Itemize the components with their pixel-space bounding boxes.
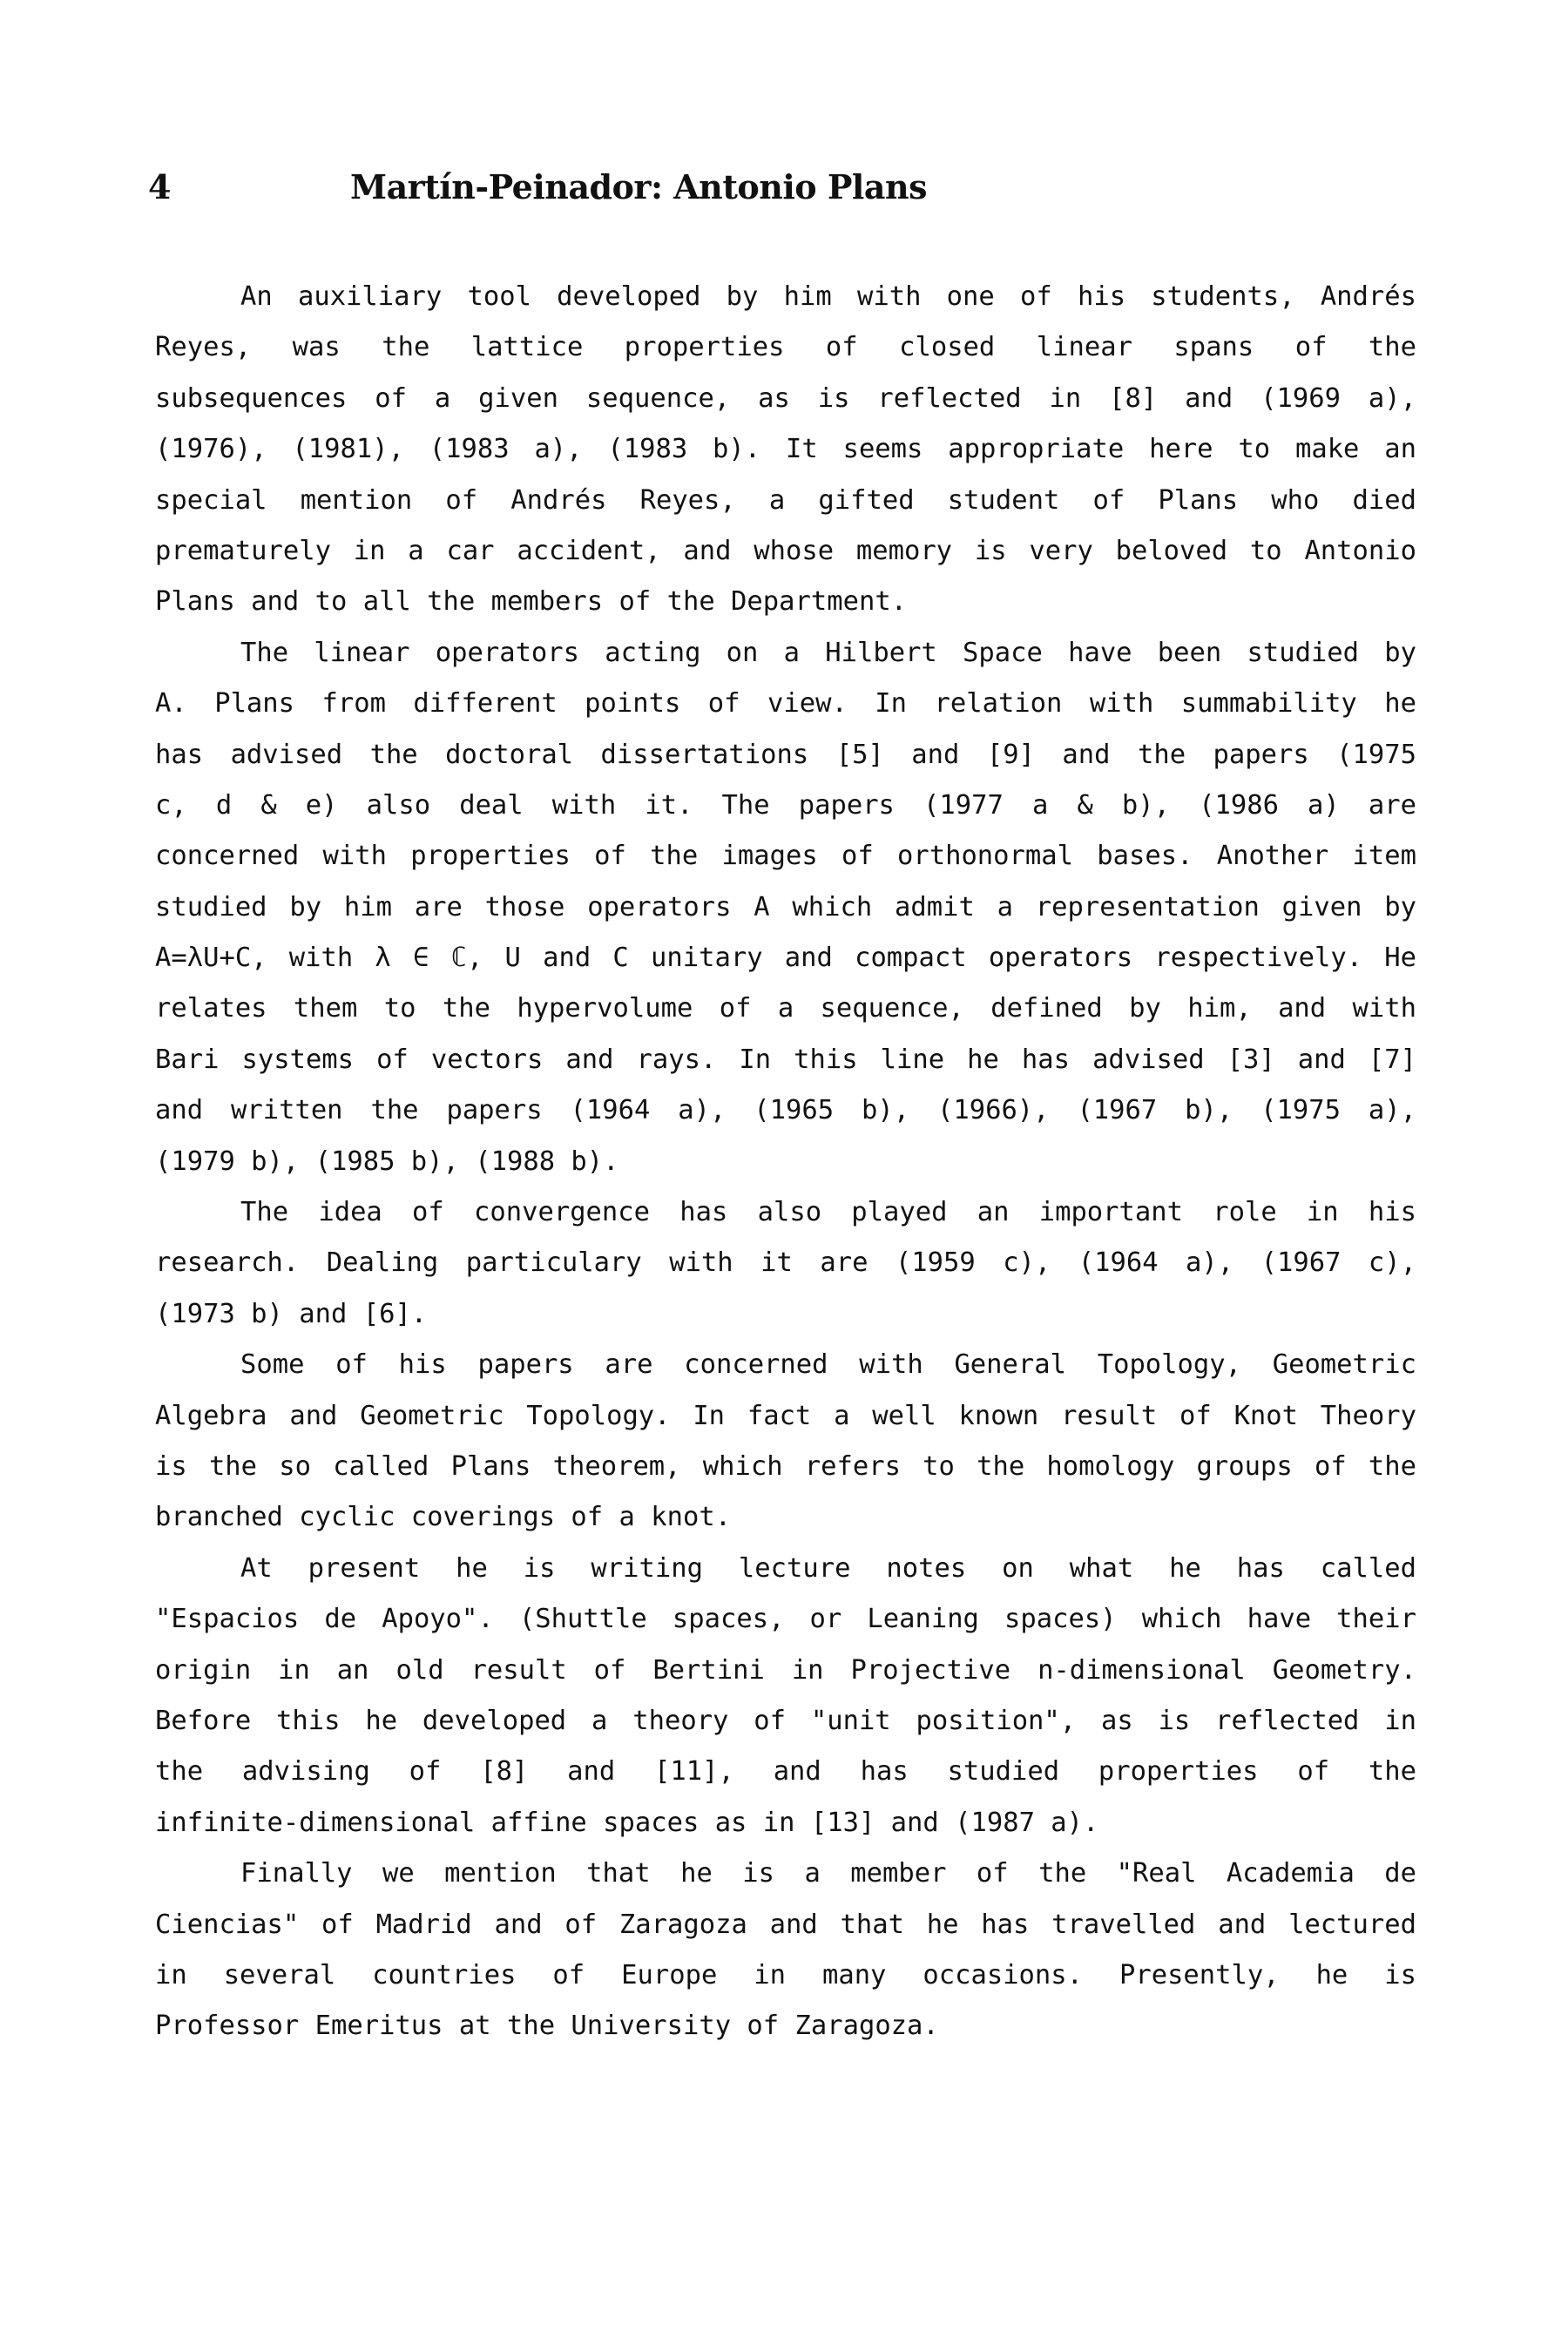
text-line: Algebra and Geometric Topology. In fact a well known result of Knot Theory xyxy=(155,1400,1416,1431)
text-line: (1976), (1981), (1983 a), (1983 b). It seems appropriate here to make an xyxy=(155,434,1416,465)
text-line: (1979 b), (1985 b), (1988 b). xyxy=(155,1146,619,1177)
text-line: prematurely in a car accident, and whose memory is very beloved to Antonio xyxy=(155,535,1416,566)
text-line: studied by him are those operators A which admit a representation given by xyxy=(155,891,1416,923)
paragraph-convergence xyxy=(155,1187,1416,1340)
text-line: Ciencias" of Madrid and of Zaragoza and that he has travelled and lectured xyxy=(155,1909,1416,1940)
text-line: special mention of Andrés Reyes, a gifted student of Plans who died xyxy=(155,484,1416,516)
paragraph-linear-operators xyxy=(155,628,1416,1187)
text-line: in several countries of Europe in many occasions. Presently, he is xyxy=(155,1959,1416,1990)
text-line: the advising of [8] and [11], and has studied properties of the xyxy=(155,1756,1416,1788)
text-line: (1973 b) and [6]. xyxy=(155,1298,428,1329)
text-line: concerned with properties of the images of orthonormal bases. Another item xyxy=(155,841,1416,872)
text-line: infinite-dimensional affine spaces as in [13] and (1987 a). xyxy=(155,1807,1099,1838)
running-title: Martín-Peinador: Antonio Plans xyxy=(350,167,928,206)
text-line: The idea of convergence has also played an important role in his xyxy=(240,1197,1416,1228)
text-line: Some of his papers are concerned with General Topology, Geometric xyxy=(240,1349,1416,1381)
text-line: subsequences of a given sequence, as is reflected in [8] and (1969 a), xyxy=(155,382,1416,414)
text-line: A. Plans from different points of view. In relation with summability he xyxy=(155,688,1416,720)
text-line: and written the papers (1964 a), (1965 b), (1966), (1967 b), (1975 a), xyxy=(155,1095,1416,1126)
text-line: Reyes, was the lattice properties of closed linear spans of the xyxy=(155,332,1416,363)
text-line: The linear operators acting on a Hilbert Space have been studied by xyxy=(240,637,1416,668)
page-header xyxy=(148,167,1420,220)
text-line: c, d & e) also deal with it. The papers (1977 a & b), (1986 a) are xyxy=(155,789,1416,821)
text-line: relates them to the hypervolume of a sequence, defined by him, and with xyxy=(155,993,1416,1024)
paragraph-topology xyxy=(155,1340,1416,1544)
text-line: branched cyclic coverings of a knot. xyxy=(155,1502,732,1533)
paragraph-auxiliary-tool xyxy=(155,272,1416,628)
body-text xyxy=(155,272,1416,2052)
paragraph-academia xyxy=(155,1848,1416,2052)
page-number: 4 xyxy=(148,167,171,206)
text-line: Plans and to all the members of the Department. xyxy=(155,586,908,618)
text-line: A=λU+C, with λ ∈ ℂ, U and C unitary and compact operators respectively. He xyxy=(155,943,1416,974)
text-line: research. Dealing particulary with it are (1959 c), (1964 a), (1967 c), xyxy=(155,1247,1416,1279)
text-line: has advised the doctoral dissertations [5] and [9] and the papers (1975 xyxy=(155,739,1416,770)
text-line: is the so called Plans theorem, which refers to the homology groups of the xyxy=(155,1450,1416,1482)
paragraph-espacios-de-apoyo xyxy=(155,1544,1416,1848)
text-line: Before this he developed a theory of "unit position", as is reflected in xyxy=(155,1705,1416,1736)
text-line: origin in an old result of Bertini in Projective n-dimensional Geometry. xyxy=(155,1654,1416,1686)
text-line: "Espacios de Apoyo". (Shuttle spaces, or Leaning spaces) which have their xyxy=(155,1604,1416,1635)
text-line: At present he is writing lecture notes on what he has called xyxy=(240,1552,1416,1584)
text-line: Professor Emeritus at the University of Zaragoza. xyxy=(155,2011,939,2042)
text-line: An auxiliary tool developed by him with one of his students, Andrés xyxy=(240,281,1416,312)
text-line: Finally we mention that he is a member of the "Real Academia de xyxy=(240,1858,1416,1889)
text-line: Bari systems of vectors and rays. In this line he has advised [3] and [7] xyxy=(155,1044,1416,1075)
